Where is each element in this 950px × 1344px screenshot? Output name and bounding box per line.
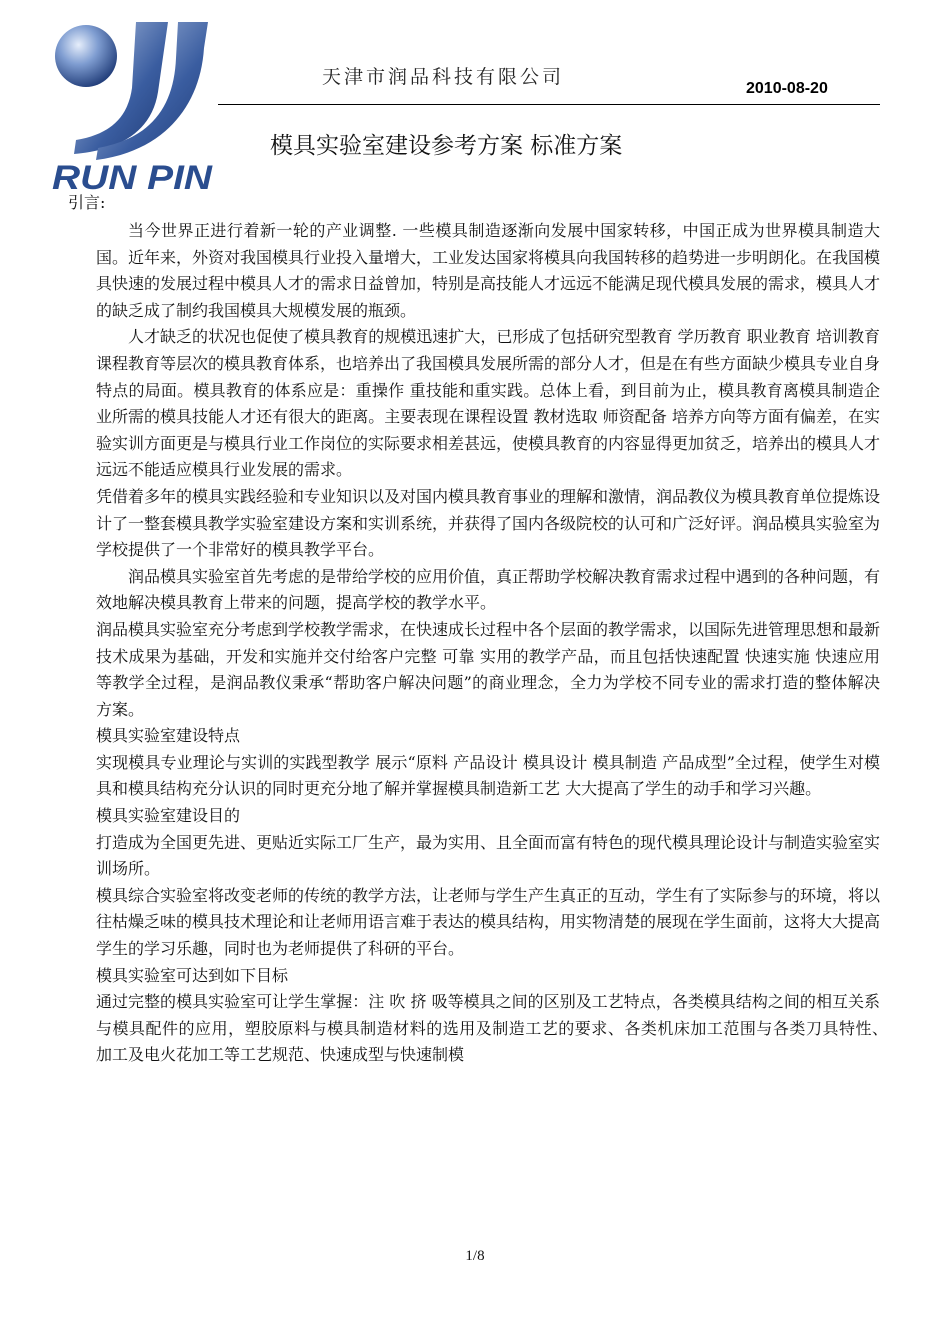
section-heading: 模具实验室建设特点 <box>96 726 241 746</box>
run-pin-logo-icon <box>48 18 218 193</box>
paragraph: 通过完整的模具实验室可让学生掌握：注 吹 挤 吸等模具之间的区别及工艺特点，各类模具结构之间的相互关系与模具配件的应用，塑胶原料与模具制造材料的选用及制造工艺的要求、各类机床加工范围与各类刀具特性、 加工及电火花加工等工艺规范、快速成型与快速制模 <box>96 992 913 1065</box>
logo-wordmark: RUN PIN <box>52 159 214 193</box>
paragraph: 凭借着多年的模具实践经验和专业知识以及对国内模具教育事业的理解和激情，润品教仪为模具教育单位提炼设计了一整套模具教学实验室建设方案和实训系统，并获得了国内各级院校的认可和广泛好评。润品模具实验室为学校提供了一个非常好的模具教学平台。 <box>96 486 881 560</box>
header-divider <box>218 104 880 105</box>
paragraph: 当今世界正进行着新一轮的产业调整. 一些模具制造逐渐向发展中国家转移，中国正成为世界模具制造大国。近年来，外资对我国模具行业投入量增大，工业发达国家将模具向我国转移的趋势进一步明朗化。在我国模具快速的发展过程中模具人才的需求日益曾加，特别是高技能人才远远不能满足现代模具发展的需求，模具人才的缺乏成了制约我国模具大规模发展的瓶颈。 <box>96 221 881 320</box>
paragraph: 人才缺乏的状况也促使了模具教育的规模迅速扩大，已形成了包括研究型教育 学历教育 职业教育 培训教育 课程教育等层次的模具教育体系，也培养出了我国模具发展所需的部分人才，但是在有些方面缺少模具专业自身特点的局面。模具教育的体系应是：重操作 重技能和重实践。总体上看，到目前为止，模具教育离模具制造企业所需的模具技能人才还有很大的距离。主要表现在课程设置 教材选取 师资配备 培养方向等方面有偏差，在实验实训方面更是与模具行业工作岗位的实际要求相差甚远，使模具教育的内容显得更加贫乏，培养出的模具人才远远不能适应模具行业发展的需求。 <box>96 327 881 480</box>
paragraph: 模具综合实验室将改变老师的传统的教学方法，让老师与学生产生真正的互动，学生有了实际参与的环境，将以往枯燥乏味的模具技术理论和让老师用语言难于表达的模具结构，用实物清楚的展现在学生面前，这将大大提高学生的学习乐趣，同时也为老师提供了科研的平台。 <box>96 885 881 959</box>
page-number: 1/8 <box>465 1248 485 1264</box>
paragraph: 实现模具专业理论与实训的实践型教学 展示“原料 产品设计 模具设计 模具制造 产品成型”全过程，使学生对模具和模具结构充分认识的同时更充分地了解并掌握模具制造新工艺 大大提高了学生的动手和学习兴趣。 <box>96 752 880 799</box>
document-title: 模具实验室建设参考方案 标准方案 <box>270 133 623 159</box>
intro-label: 引言: <box>68 193 106 212</box>
paragraph: 润品模具实验室首先考虑的是带给学校的应用价值，真正帮助学校解决教育需求过程中遇到的各种问题，有效地解决模具教育上带来的问题，提高学校的教学水平。 <box>96 566 881 613</box>
document-body <box>96 218 913 1069</box>
section-heading: 模具实验室建设目的 <box>96 806 241 826</box>
paragraph: 润品模具实验室充分考虑到学校教学需求，在快速成长过程中各个层面的教学需求，以国际先进管理思想和最新技术成果为基础，开发和实施并交付给客户完整 可靠 实用的教学产品，而且包括快速配置 快速实施 快速应用等教学全过程，是润品教仪秉承“帮助客户解决问题”的商业理念，全力为学校不同专业的需求打造的整体解决方案。 <box>96 619 881 719</box>
paragraph: 打造成为全国更先进、更贴近实际工厂生产，最为实用、且全面而富有特色的现代模具理论设计与制造实验室实训场所。 <box>96 832 881 879</box>
header-date: 2010-08-20 <box>746 80 828 97</box>
company-logo <box>48 18 218 193</box>
company-name: 天津市润品科技有限公司 <box>322 66 565 88</box>
section-heading: 模具实验室可达到如下目标 <box>96 965 289 985</box>
